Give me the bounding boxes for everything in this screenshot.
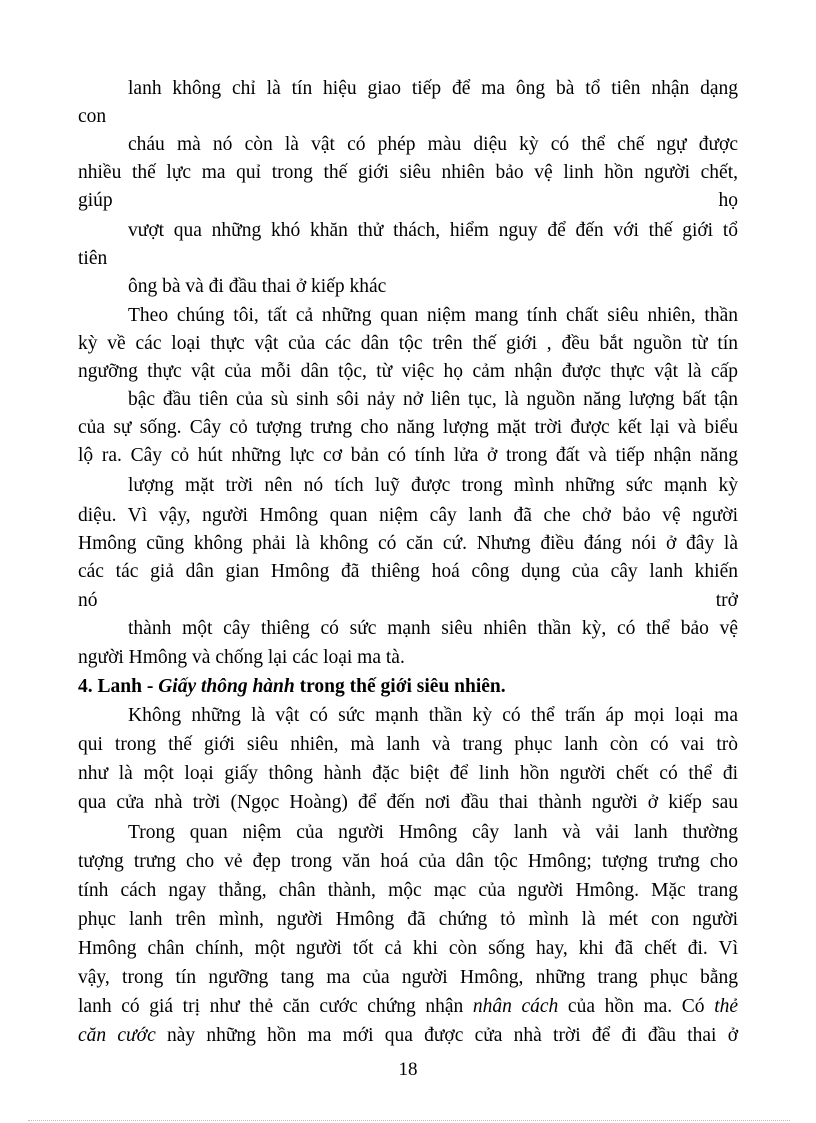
text-fragment: họ [718,190,738,211]
text-line: vậy, trong tín ngưỡng tang ma của người Hmông, những trang phục bằng [78,967,738,988]
text-line: ngưỡng thực vật của mỗi dân tộc, từ việc họ cảm nhận được thực vật là cấp [78,361,738,382]
text-line: Trong quan niệm của người Hmông cây lanh và vải lanh thường [128,822,738,843]
text-fragment: này những hồn ma mới qua được cửa nhà trời để đi đầu thai ở [155,1025,739,1046]
text-line: con [78,106,107,127]
section-heading [78,673,738,701]
text-line: tượng trưng cho vẻ đẹp trong văn hoá của dân tộc Hmông; tượng trưng cho [78,851,738,872]
text-line: Không những là vật có sức mạnh thần kỳ có thể trấn áp mọi loại ma [128,705,738,726]
text-line-split [78,587,738,615]
text-line: như là một loại giấy thông hành đặc biệt để linh hồn người chết có thể đi [78,763,738,784]
text-fragment: trở [715,590,738,611]
text-line: qua cửa nhà trời (Ngọc Hoàng) để đến nơi đầu thai thành người ở kiếp sau [78,792,738,813]
text-line: ông bà và đi đầu thai ở kiếp khác [128,276,387,297]
text-fragment-italic: nhân cách [472,996,559,1017]
text-line: tiên [78,248,108,269]
text-fragment-italic: căn cước [78,1025,156,1046]
page-bottom-border [28,1120,790,1121]
text-line: kỳ về các loại thực vật của các dân tộc trên thế giới , đều bắt nguồn từ tín [78,333,738,354]
text-line: diệu. Vì vậy, người Hmông quan niệm cây lanh đã che chở bảo vệ người [78,505,738,526]
heading-italic: Giấy thông hành [158,676,295,697]
text-line-split [78,187,738,215]
page-number: 18 [398,1059,418,1080]
text-line: lộ ra. Cây cỏ hút những lực cơ bản có tính lửa ở trong đất và tiếp nhận năng [78,445,738,466]
text-line: thành một cây thiêng có sức mạnh siêu nhiên thần kỳ, có thể bảo vệ [128,618,738,639]
text-line: các tác giả dân gian Hmông đã thiêng hoá công dụng của cây lanh khiến [78,561,738,582]
heading-prefix: 4. Lanh - [78,676,159,697]
text-line: phục lanh trên mình, người Hmông đã chứng tỏ mình là mét con người [78,909,738,930]
text-line: lanh không chỉ là tín hiệu giao tiếp để ma ông bà tổ tiên nhận dạng [128,78,738,99]
text-line: qui trong thế giới siêu nhiên, mà lanh và trang phục lanh còn có vai trò [78,734,738,755]
text-line: nhiều thế lực ma quỉ trong thế giới siêu nhiên bảo vệ linh hồn người chết, [78,162,738,183]
text-line: lượng mặt trời nên nó tích luỹ được trong mình những sức mạnh kỳ [128,475,738,496]
text-line: Hmông cũng không phải là không có căn cứ. Nhưng điều đáng nói ở đây là [78,533,738,554]
text-line: cháu mà nó còn là vật có phép màu diệu kỳ có thể chế ngự được [128,134,738,155]
text-line: người Hmông và chống lại các loại ma tà. [78,647,405,668]
text-line: Theo chúng tôi, tất cả những quan niệm mang tính chất siêu nhiên, thần [128,305,738,326]
text-line: vượt qua những khó khăn thử thách, hiểm nguy để đến với thế giới tổ [128,220,738,241]
text-fragment: nó [78,590,98,611]
text-fragment: giúp [78,190,113,211]
text-fragment-italic: thẻ [714,996,739,1017]
heading-suffix: trong thế giới siêu nhiên. [294,676,506,697]
text-line [78,1022,738,1050]
text-line: tính cách ngay thẳng, chân thành, mộc mạc của người Hmông. Mặc trang [78,880,738,901]
text-line: Hmông chân chính, một người tốt cả khi còn sống hay, khi đã chết đi. Vì [78,938,738,959]
text-line: của sự sống. Cây cỏ tượng trưng cho năng lượng mặt trời được kết lại và biểu [78,417,738,438]
text-fragment: của hồn ma. Có [558,996,715,1017]
text-line: bậc đầu tiên của sù sinh sôi nảy nở liên tục, là nguồn năng lượng bất tận [128,389,738,410]
text-line [78,993,738,1021]
text-fragment: lanh có giá trị như thẻ căn cước chứng nhận [78,996,473,1017]
